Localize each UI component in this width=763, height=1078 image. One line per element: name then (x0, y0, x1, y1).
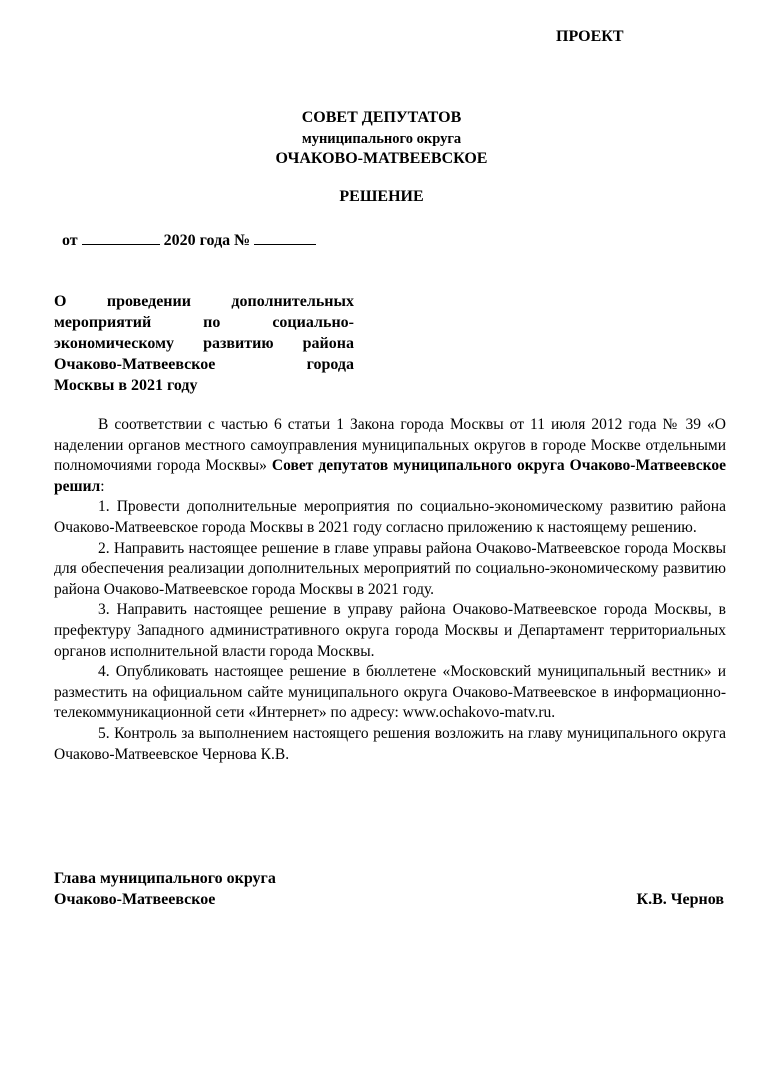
preamble-colon: : (100, 477, 105, 495)
signatory-name: К.В. Чернов (636, 891, 724, 908)
resolution-item-4: 4. Опубликовать настоящее решение в бюллетене «Московский муниципальный вестник» и разместить на официальном сайте муниципального округа Очаково-Матвеевское в информационно-телекоммуникационной сети «Интернет» по адресу: www.ochakovo-matv.ru. (54, 663, 726, 722)
date-blank (82, 230, 160, 245)
date-number-line (62, 230, 316, 250)
resolution-item-3: 3. Направить настоящее решение в управу района Очаково-Матвеевское города Москвы, в префектуру Западного административного округа города Москвы и Департамент территориальных органов исполнительной власти города Москвы. (54, 601, 726, 660)
subject-line: О проведении дополнительных (54, 293, 354, 310)
number-blank (254, 230, 316, 245)
year-number-label: 2020 года № (163, 232, 251, 249)
subject-line: Москвы в 2021 году (54, 377, 198, 394)
document-type: РЕШЕНИЕ (339, 188, 424, 205)
preamble-resolution: Совет депутатов муниципального округа Очаково-Матвеевское решил (54, 457, 726, 495)
subject-line: Очаково-Матвеевское города (54, 356, 354, 373)
preamble-text: В соответствии с частью 6 статьи 1 Закона города Москвы от 11 июля 2012 года № 39 «О наделении органов местного самоуправления муниципальных округов в городе Москве отдельными полномочиями города Москвы» (54, 416, 726, 475)
council-subtitle: муниципального округа (301, 131, 462, 147)
decision-subject (54, 291, 354, 396)
resolution-item-1: 1. Провести дополнительные мероприятия по социально-экономическому развитию района Очаково-Матвеевское города Москвы в 2021 году согласно приложению к настоящему решению. (54, 498, 726, 536)
subject-line: экономическому развитию района (54, 335, 354, 352)
signatory-title-line2: Очаково-Матвеевское (54, 891, 216, 908)
decision-body (54, 415, 726, 765)
draft-stamp: ПРОЕКТ (556, 28, 624, 45)
signature-block (54, 891, 724, 909)
resolution-item-2: 2. Направить настоящее решение в главе управы района Очаково-Матвеевское города Москвы для обеспечения реализации дополнительных мероприятий по социально-экономическому развитию района Очаково-Матвеевское города Москвы в 2021 году. (54, 539, 726, 598)
resolution-item-5: 5. Контроль за выполнением настоящего решения возложить на главу муниципального округа Очаково-Матвеевское Чернова К.В. (54, 724, 726, 763)
council-title: СОВЕТ ДЕПУТАТОВ (301, 109, 462, 126)
subject-line: мероприятий по социально- (54, 314, 354, 331)
preamble-paragraph (54, 415, 726, 497)
signatory-title-line1: Глава муниципального округа (54, 870, 276, 887)
date-from-label: от (62, 232, 78, 249)
district-name: ОЧАКОВО-МАТВЕЕВСКОЕ (275, 150, 488, 167)
